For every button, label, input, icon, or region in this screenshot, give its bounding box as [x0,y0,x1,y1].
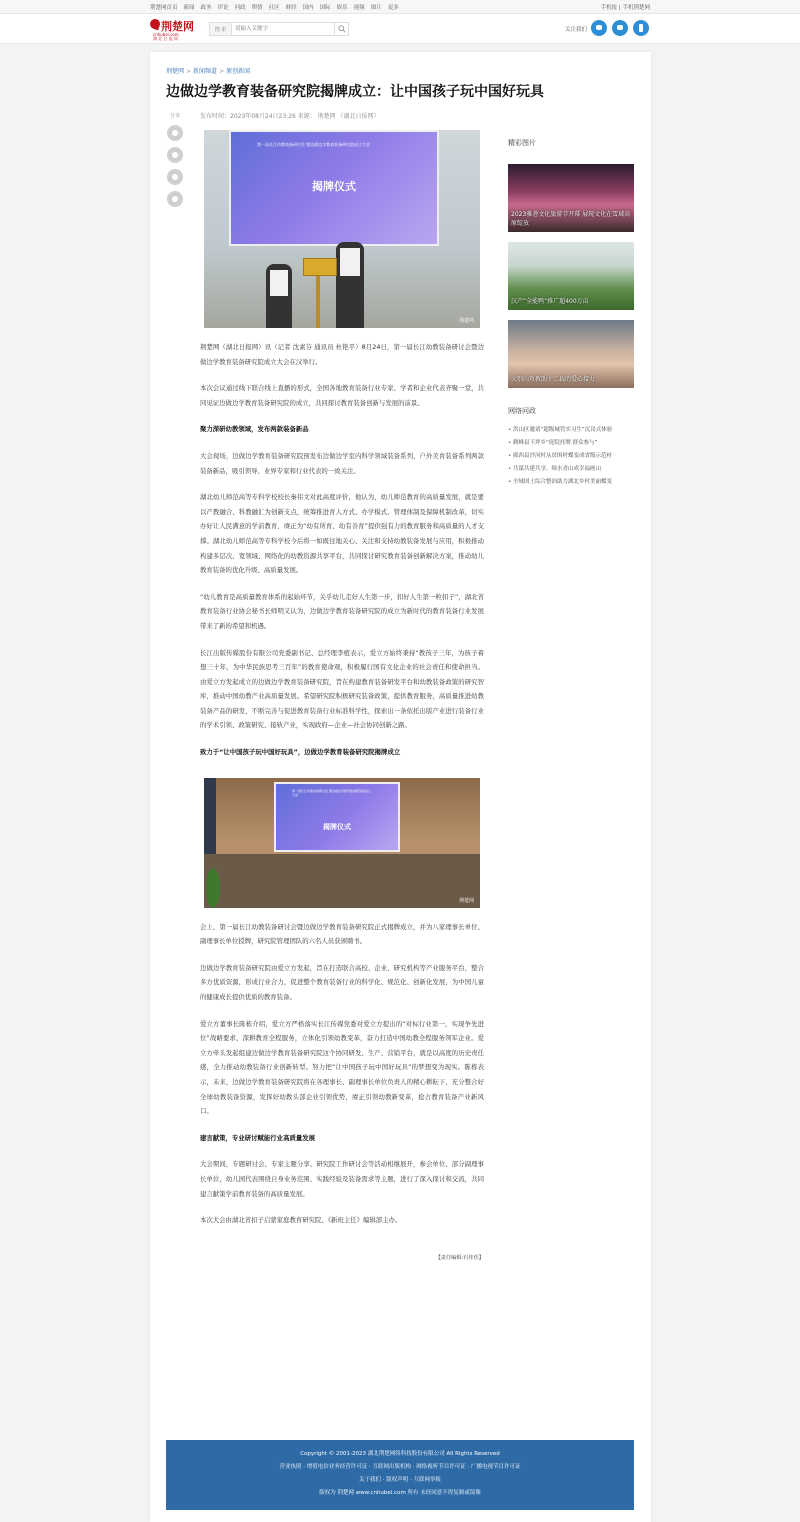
top-link[interactable]: 财经 [285,5,297,11]
top-link[interactable]: 问政 [234,5,246,11]
footer-about-links[interactable]: 关于我们 · 版权声明 · 互联网举报 [359,1477,441,1483]
footer-rights: 版权为 荆楚网 www.cnhubei.com 所有 未经同意不得复制或镜像 [319,1490,481,1496]
section-heading: 致力于“让中国孩子玩中国好玩具”，边做边学教育装备研究院揭牌成立 [200,748,401,757]
weibo-icon[interactable] [612,20,628,36]
share-weibo-icon[interactable] [167,191,183,207]
photo-watermark: 荆楚网 [458,318,474,324]
article-paragraph: 本次大会由湖北省扣子启蒙家庭教育研究院、《新班主任》编辑部主办。 [200,1216,402,1225]
article-paragraph: 湖北幼儿师范高等专科学校校长秦伟文对此高度评价，他认为，幼儿师范教育的高质量发展，就是要以产教融合、科教融汇为创新支点，统筹推进育人方式、办学模式、管理体制及保障机制改革，切实办好让人民满意的学前教育，赓正为“幼有所育、幼有善育”提供强有力的教育服务和高质量的人才支撑。湖北幼儿师范高等专科学校今后将一如既往地关心、关注和支持幼教装备发展与应用，积极推动构建多层次、宽领域、网络化的幼教资源共享平台，共同探讨研究教育装备创新解决方案，推动幼儿教育装备的优化升级、高质量发展。 [200,493,484,575]
breadcrumb: 荆楚网 > 新闻频道 > 原创新闻 [166,68,251,75]
article-photo-2 [204,778,480,908]
sidebar-pic[interactable] [508,320,634,388]
logo-text: 荆楚网 [161,20,194,33]
follow-label: 关注我们 [564,27,587,33]
top-link[interactable]: 舆情 [251,5,263,11]
search-button[interactable] [334,23,348,35]
article-paragraph: “幼儿教育是高质量教育体系的起始环节，关乎幼儿走好人生第一步，扣好人生第一粒扣子”，湖北省教育装备行业协会秘书长师明义认为，边做边学教育装备研究院的成立为新时代的教育装备行业发展带来了新的希望和机遇。 [200,592,484,630]
article-paragraph: 边做边学教育装备研究院由爱立方发起，旨在打造联合高校、企业、研究机构等产业服务平台，整合多方优质资源，形成行业合力，促进整个教育装备行业的科学化、规范化、创新化发展，为中国儿童的健康成长提供优质的教育装备。 [200,963,484,1002]
screen-caption: 第一届长江幼教装备研讨会 暨边做边学教育装备研究院成立大会 [257,142,371,147]
photo-watermark: 荆楚网 [458,897,474,904]
search-input[interactable] [232,23,334,35]
site-logo[interactable] [150,18,196,40]
article-body [200,130,484,1261]
site-header [0,14,800,44]
editor-credit: 【责任编辑:石佳佳】 [435,1254,484,1261]
article-paragraph: 大会期间，专题研讨会、专家主题分享、研究院工作研讨会等活动相继展开，参会单位、部分副理事长单位、幼儿园代表围绕自身业务范围、实践经验及装备需求等主题，进行了深入探讨和交流，共同建言献策学前教育装备的高质量发展。 [200,1160,484,1198]
top-link[interactable]: 荆楚网首页 [150,5,178,11]
sidebar-pic[interactable] [508,242,634,310]
article-title: 边做边学教育装备研究院揭牌成立：让中国孩子玩中国好玩具 [166,84,544,100]
list-item[interactable]: • 共谋共建共享，缔水青山成幸福画山 [508,465,635,473]
sidebar-pic-caption[interactable]: 汉产“全能鸭”推广超400万亩 [511,298,589,305]
logo-subtitle: 湖 北 日 报 网 [153,36,179,41]
article-paragraph: 本次会议通过线下联合线上直播的形式，全国各地教育装备行业专家、学者和企业代表齐聚一堂，共同见证边做边学教育装备研究院的成立，共同探讨教育装备创新与发展的前景。 [200,384,484,407]
list-item[interactable]: • 全域国土综合整治助力湖北乡村美丽蝶变 [508,478,635,486]
screen-caption: 第一届长江幼教装备研讨会 暨边做边学教育装备研究院成立大会 [292,788,371,797]
photo-screen [274,782,400,852]
mobile-links[interactable]: 手机报 | 手机荆楚网 [600,5,650,11]
sidebar-pics-title: 精彩图片 [508,139,536,147]
search-icon [338,25,346,33]
section-heading: 聚力深研幼教领域，发布两款装备新品 [200,425,309,434]
top-link[interactable]: 视频 [353,5,365,11]
screen-title: 揭牌仪式 [312,180,356,193]
logo-mark-icon [149,18,162,31]
article-paragraph: 爱立方董事长陈栋介绍，爱立方严格落实长江传媒党委对爱立方提出的“对标行业第一，实现争先进位”战略要求，深耕教育全程服务，立体化引领幼教变革，奋力打造中国幼教全程服务领军企业。爱立方牵头发起组建边做边学教育装备研究院这个协同研发、生产、营销平台，就是以高度的历史责任感，全力推动幼教装备行业创新转型。努力把“让中国孩子玩中国好玩具”的梦想变为现实。陈栋表示，未来，边做边学教育装备研究院将在各理事长、副理事长单位负责人的精心耕耘下，充分整合好全球幼教装备资源，发挥好幼教头部企业引领优势，赓正引领幼教新变革，抢占教育装备产业新风口。 [200,1019,484,1116]
top-link[interactable]: 评论 [217,5,229,11]
sidebar-pic-caption[interactable]: 大别山攻教助十二载的爱心接力 [511,376,596,383]
top-link[interactable]: 国内 [302,5,314,11]
article-card [150,52,651,1522]
mobile-icon[interactable] [633,20,649,36]
list-item[interactable]: • 鹤峰县下坪乡“庭院挂牌 群众参与” [508,439,635,447]
section-heading: 建言献策，专业研讨赋能行业高质量发展 [200,1133,316,1142]
footer-about[interactable] [166,1474,634,1487]
sidebar-pic-caption[interactable]: 2023雅砻文化旅游节开幕 展现文化在雪域高原绽放 [511,211,631,227]
share-label: 分享 [169,113,180,119]
top-link[interactable]: 社区 [268,5,280,11]
site-footer [166,1440,634,1510]
share-wechat-icon[interactable] [167,125,183,141]
sidebar [508,138,635,491]
list-item[interactable]: • 洪山区邀请“超级城管实习生”沉浸式体验 [508,426,635,434]
photo-screen [229,130,439,246]
top-link[interactable]: 图片 [370,5,382,11]
sidebar-pic[interactable] [508,164,634,232]
sidebar-news-list [508,426,635,486]
search-type-select[interactable]: 搜 索 [210,23,232,35]
sidebar-news-title: 网络问政 [508,407,536,415]
search-box [209,22,349,36]
logo-domain: cnhubei.com [153,32,179,37]
footer-copyright: Copyright © 2001-2023 湖北荆楚网络科技股份有限公司 All Rights Reserved [300,1451,500,1457]
top-nav [0,0,800,14]
article-paragraph: 会上，第一届长江幼教装备研讨会暨边做边学教育装备研究院正式揭牌成立，并为八家理事长单位、副理事长单位授牌，研究院管理团队的六名人员获颁聘书。 [200,922,484,946]
screen-title: 揭牌仪式 [323,822,351,831]
share-bar [167,112,183,207]
wechat-icon[interactable] [591,20,607,36]
footer-licenses[interactable]: 营业执照 · 增值电信业务经营许可证 · 互联网出版机构 · 网络视听节目许可证 · 广播电视节目许可证 [279,1464,521,1470]
top-link[interactable]: 新闻 [183,5,195,11]
top-link[interactable]: 国际 [319,5,331,11]
article-paragraph: 大会现场，边做边学教育装备研究院预发布边做边学室内科学领域装备系列、户外美育装备系列两款装备新品，吸引领导、业界专家和行业代表的一致关注。 [200,451,484,475]
top-link[interactable]: 更多 [387,5,399,11]
share-qzone-icon[interactable] [167,169,183,185]
top-link[interactable]: 政务 [200,5,212,11]
breadcrumb-item[interactable]: 新闻频道 [193,68,218,75]
top-link[interactable]: 娱乐 [336,5,348,11]
article-photo-1 [204,130,480,328]
share-qq-icon[interactable] [167,147,183,163]
article-paragraph: 长江出版传媒股份有限公司党委副书记、总经理李植表示，爱立方始终秉持“教孩子三年，为孩子着想三十年，为中华民族思考三百年”的教育使命观，积极履行国有文化企业的社会责任和使命担当。由爱立方发起成立的边做边学教育装备研究院，旨在构建教育装备研发平台和幼教装备政策的研究智库，推动中国幼教产业高质量发展。希望研究院积极研究装备政策，提供教育服务，高质量推进幼教装备产品的研发，不断完善与促进教育装备行业标准科学性，探索出一条依托出版产业进行装备行业的学术引领、政策研究、接轨产业，实现政府—企业—社会协同创新之路。 [200,648,484,730]
article-paragraph: 荆楚网（湖北日报网）讯（记者 沈素芬 通讯员 杜艳平）8月24日，第一届长江幼教装备研讨会暨边做边学教育装备研究院成立大会在汉举行。 [200,343,484,366]
list-item[interactable]: • 郧西县沙河村从贫困村蝶变成省级示范村 [508,452,635,460]
top-nav-links [150,3,399,11]
article-meta: 发布时间：2023年08月24日23:26 来源： 荆楚网 （湖北日报网） [200,113,380,120]
breadcrumb-item[interactable]: 荆楚网 [166,68,185,75]
breadcrumb-item[interactable]: 原创新闻 [226,68,251,75]
